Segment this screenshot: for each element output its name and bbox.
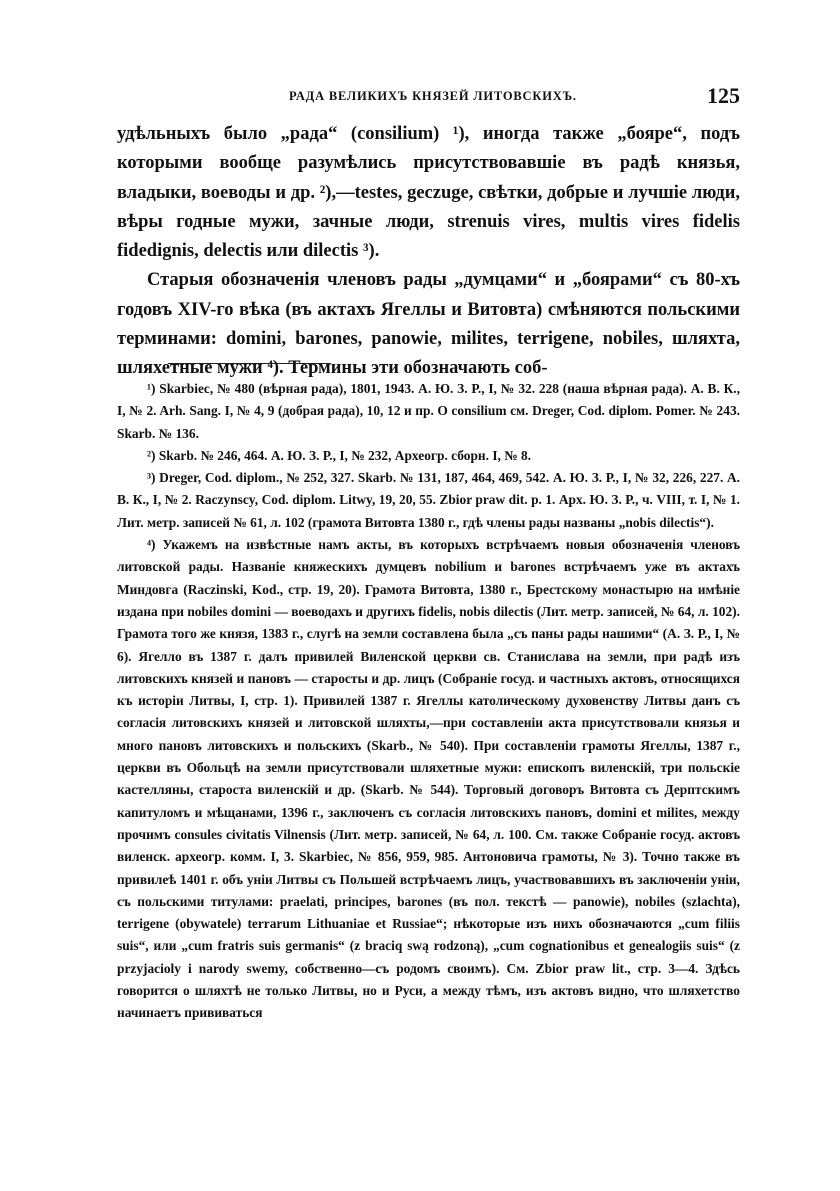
body-paragraph: Старыя обозначенія членовъ рады „думцами“ и „боярами“ съ 80-хъ годовъ XIV-го вѣка (въ актахъ Ягеллы и Витовта) смѣняются польскими терминами: domini, barones, panowie, milites, terrigene, nobiles, шляхта, шляхетные мужи ⁴). Термины эти обозначають соб-: [117, 270, 740, 379]
body-paragraph: удѣльныхъ было „рада“ (consilium) ¹), иногда также „бояре“, подъ которыми вообще разумѣлись присутствовавшіе въ радѣ князья, владыки, воеводы и др. ²),—testes, geczuge, свѣтки, добрые и лучшіе люди, вѣры годные мужи, зачные люди, strenuis vires, multis vires fidelis fidedignis, delectis или dilectis ³).: [117, 124, 740, 262]
footnote-separator: [168, 363, 331, 364]
footnote-3: ³) Dreger, Cod. diplom., № 252, 327. Skarb. № 131, 187, 464, 469, 542. А. Ю. З. Р., I, № 32, 226, 227. А. В. К., I, № 2. Raczynscy, Cod. diplom. Litwy, 19, 20, 55. Zbior praw dit. p. 1. Арх. Ю. З. Р., ч. VIII, т. I, № 1. Лит. метр. записей № 61, л. 102 (грамота Витовта 1380 г., гдѣ члены рады названы „nobis dilectis“).: [117, 470, 740, 530]
running-title: РАДА ВЕЛИКИХЪ КНЯЗЕЙ ЛИТОВСКИХЪ.: [289, 89, 577, 103]
page-header: [289, 83, 740, 111]
footnote-1: ¹) Skarbiec, № 480 (вѣрная рада), 1801, 1943. А. Ю. З. Р., I, № 32. 228 (наша вѣрная рада). А. В. К., I, № 2. Arh. Sang. I, № 4, 9 (добрая рада), 10, 12 и пр. О consilium см. Dreger, Cod. diplom. Pomer. № 243. Skarb. № 136.: [117, 381, 740, 441]
footnote-2: ²) Skarb. № 246, 464. А. Ю. З. Р., I, № 232, Археогр. сборн. I, № 8.: [147, 447, 532, 463]
main-text: [117, 120, 740, 384]
footnotes: [117, 378, 740, 1025]
footnote-4: ⁴) Укажемъ на извѣстные намъ акты, въ которыхъ встрѣчаемъ новыя обозначенія членовъ литовской рады. Названіе княжескихъ думцевъ nobilium и barones встрѣчаемъ уже въ актахъ Миндовга (Raczinski, Kod., стр. 19, 20). Грамота Витовта, 1380 г., Брестскому монастырю на имѣніе издана при nobiles domini — воеводахъ и другихъ fidelis, nobis dilectis (Лит. метр. записей, № 64, л. 102). Грамота того же князя, 1383 г., слугѣ на земли составлена была „съ паны рады нашими“ (А. З. Р., I, № 6). Ягелло въ 1387 г. далъ привилей Виленской церкви св. Станислава на земли, при радѣ изъ литовскихъ князей и пановъ — старосты и др. лицъ (Собраніе госуд. и частныхъ актовъ, относящихся къ исторіи Литвы, I, стр. 1). Привилей 1387 г. Ягеллы католическому духовенству Литвы данъ съ согласія литовскихъ князей и литовской шляхты,—при составленіи акта присутствовали князья и много пановъ литовскихъ и польскихъ (Skarb., № 540). При составленіи грамоты Ягеллы, 1387 г., церкви въ Обольцѣ на земли присутствовали шляхетные мужи: епископъ виленскій, три польскіе кастелляны, староста виленскій и др. (Skarb. № 544). Торговый договоръ Витовта съ Дерптскимъ капитуломъ и мѣщанами, 1396 г., заключенъ съ согласія литовскихъ пановъ, domini et milites, между прочимъ consules civitatis Vilnensis (Лит. метр. записей, № 64, л. 100. См. также Собраніе госуд. актовъ виленск. археогр. комм. I, 3. Skarbiec, № 856, 959, 985. Антоновича грамоты, № 3). Точно также въ привилеѣ 1401 г. объ уніи Литвы съ Польшей встрѣчаемъ лицъ, участвовавшихъ въ заключеніи уніи, съ польскими титулами: praelati, principes, barones (въ пол. текстѣ — panowie), nobiles (szlachta), terrigene (obywatele) terrarum Lithuaniae et Russiae“; нѣкоторые изъ нихъ обозначаются „cum filiis suis“, или „cum fratris suis germanis“ (z braciq swą rodzoną), „cum cognationibus et genealogiis suis“ (z przyjacioly i narody swemy, собственно—съ родомъ своимъ). См. Zbior praw lit., стр. 3—4. Здѣсь говорится о шляхтѣ не только Литвы, но и Руси, а между тѣмъ, изъ актовъ видно, что шляхетство начинаетъ прививаться: [117, 537, 740, 1021]
page-number: 125: [707, 83, 740, 108]
